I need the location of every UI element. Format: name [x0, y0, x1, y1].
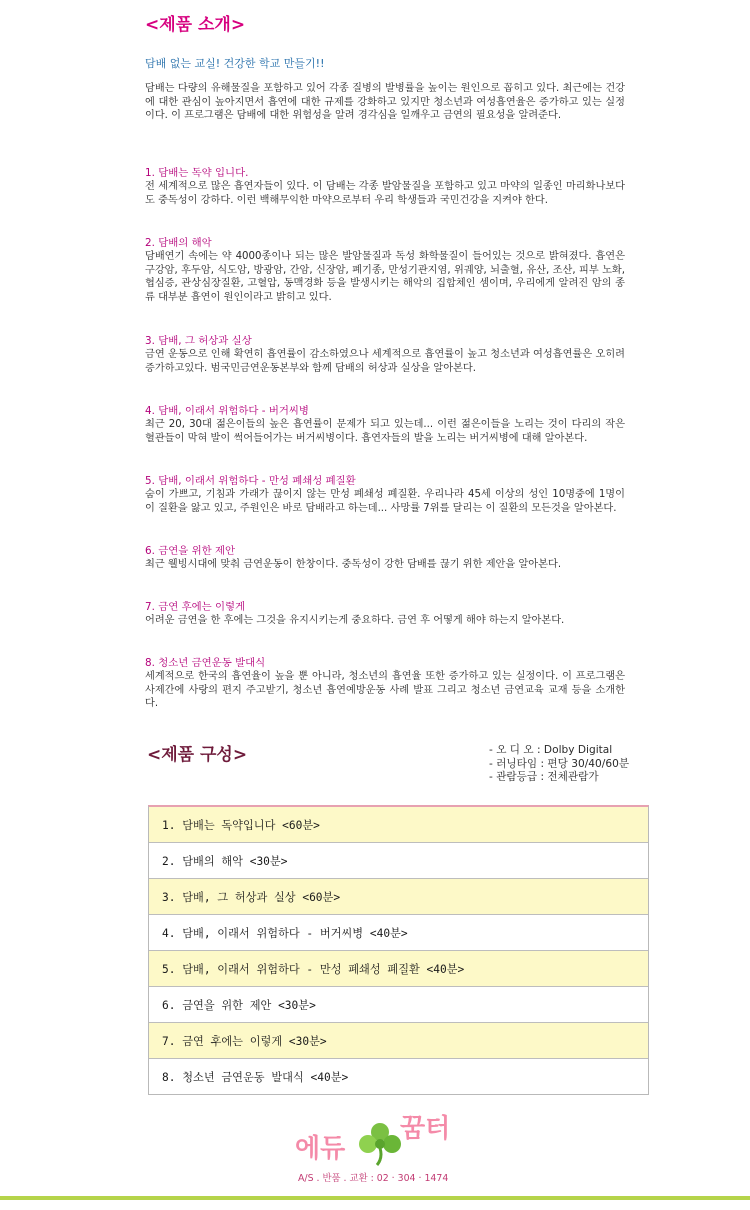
episode-row: 7. 금연 후에는 이렇게 <30분>: [149, 1023, 648, 1059]
topic-body: 전 세계적으로 많은 흡연자들이 있다. 이 담배는 각종 발암물질을 포함하고 있고 마약의 일종인 마리화나보다도 중독성이 강하다. 이런 백해무익한 마약으로부터 우리 학생들과 국민건강을 지켜야 한다.: [145, 181, 625, 206]
episode-row: 5. 담배, 이래서 위험하다 - 만성 폐쇄성 폐질환 <40분>: [149, 951, 648, 987]
episode-row: 8. 청소년 금연운동 발대식 <40분>: [149, 1059, 648, 1094]
topic-8: [145, 656, 625, 711]
topic-6: [145, 544, 625, 572]
episode-table: [148, 805, 649, 1095]
topic-heading: 2. 담배의 해악: [145, 237, 212, 249]
topic-3: [145, 334, 625, 375]
topic-5: [145, 474, 625, 515]
episode-row: 1. 담배는 독약입니다 <60분>: [149, 807, 648, 843]
episode-row: 4. 담배, 이래서 위험하다 - 버거씨병 <40분>: [149, 915, 648, 951]
meta-audio: - 오 디 오 : Dolby Digital: [489, 744, 613, 756]
intro-section-title: <제품 소개>: [145, 15, 246, 35]
episode-row: 3. 담배, 그 허상과 실상 <60분>: [149, 879, 648, 915]
topic-1: [145, 166, 625, 207]
topic-heading: 1. 담배는 독약 입니다.: [145, 167, 249, 179]
intro-subtitle: 담배 없는 교실! 건강한 학교 만들기!!: [145, 57, 325, 70]
contact-info: A/S . 반품 . 교환 : 02 · 304 · 1474: [298, 1173, 449, 1184]
meta-rating: - 관람등급 : 전체관람가: [489, 771, 599, 783]
topic-heading: 5. 담배, 이래서 위험하다 - 만성 폐쇄성 폐질환: [145, 475, 356, 487]
topic-heading: 4. 담배, 이래서 위험하다 - 버거씨병: [145, 405, 309, 417]
topic-4: [145, 404, 625, 445]
topic-2: [145, 236, 625, 304]
topic-7: [145, 600, 625, 628]
episode-row: 6. 금연을 위한 제안 <30분>: [149, 987, 648, 1023]
bottom-divider: [0, 1196, 750, 1200]
topic-body: 최근 20, 30대 젊은이들의 높은 흡연률이 문제가 되고 있는데... 이런 젊은이들을 노리는 것이 다리의 작은 혈관들이 막혀 발이 썩어들어가는 버거씨병이다. 흡연자들의 발을 노리는 버거씨병에 대해 알아본다.: [145, 419, 625, 444]
topic-body: 최근 웰빙시대에 맞춰 금연운동이 한창이다. 중독성이 강한 담배를 끊기 위한 제안을 알아본다.: [145, 559, 562, 570]
topic-heading: 6. 금연을 위한 제안: [145, 545, 236, 557]
topic-heading: 3. 담배, 그 허상과 실상: [145, 335, 252, 347]
topic-heading: 7. 금연 후에는 이렇게: [145, 601, 246, 613]
topic-body: 숨이 가쁘고, 기침과 가래가 끊이지 않는 만성 폐쇄성 폐질환. 우리나라 45세 이상의 성인 10명중에 1명이 이 질환을 앓고 있고, 주원인은 바로 담배라고 하는데... 사망률 7위를 달리는 이 질환의 모든것을 알아본다.: [145, 489, 625, 514]
meta-running-time: - 러닝타임 : 편당 30/40/60분: [489, 757, 630, 770]
logo-text-right: 꿈터: [400, 1114, 451, 1144]
composition-section-title: <제품 구성>: [147, 745, 248, 765]
episode-row: 2. 담배의 해악 <30분>: [149, 843, 648, 879]
topic-heading: 8. 청소년 금연운동 발대식: [145, 657, 266, 669]
product-meta: [489, 744, 629, 785]
topic-body: 세계적으로 한국의 흡연율이 높을 뿐 아니라, 청소년의 흡연율 또한 증가하고 있는 실정이다. 이 프로그램은 사제간에 사랑의 편지 주고받기, 청소년 흡연예방운동 사례 발표 그리고 청소년 금연교육 교재 등을 소개한다.: [145, 671, 625, 709]
topic-body: 담배연기 속에는 약 4000종이나 되는 많은 발암물질과 독성 화학물질이 들어있는 것으로 밝혀졌다. 흡연은 구강암, 후두암, 식도암, 방광암, 간암, 신장암, 폐기종, 만성기관지염, 위궤양, 뇌출혈, 유산, 조산, 피부 노화, 협심증, 관상심장질환, 고혈압, 동맥경화 등을 발생시키는 해악의 집합체인 셈이며, 우리에게 알려진 암의 종류 대부분 흡연이 원인이라고 밝히고 있다.: [145, 251, 625, 303]
logo-text-left: 에듀: [295, 1134, 346, 1164]
topic-body: 금연 운동으로 인해 확연히 흡연률이 감소하였으나 세계적으로 흡연률이 높고 청소년과 여성흡연률은 오히려 증가하고있다. 범국민금연운동본부와 함께 담배의 허상과 실상을 알아본다.: [145, 349, 625, 374]
intro-paragraph: 담배는 다량의 유해물질을 포함하고 있어 각종 질병의 발병률을 높이는 원인으로 꼽히고 있다. 최근에는 건강에 대한 관심이 높아지면서 흡연에 대한 규제를 강화하고 있지만 청소년과 여성흡연율은 증가하고 있는 실정이다. 이 프로그램은 담배에 대한 위험성을 알려 경각심을 일깨우고 금연의 필요성을 알려준다.: [145, 83, 625, 121]
clover-icon: [355, 1120, 405, 1166]
topic-body: 어려운 금연을 한 후에는 그것을 유지시키는게 중요하다. 금연 후 어떻게 해야 하는지 알아본다.: [145, 615, 565, 626]
